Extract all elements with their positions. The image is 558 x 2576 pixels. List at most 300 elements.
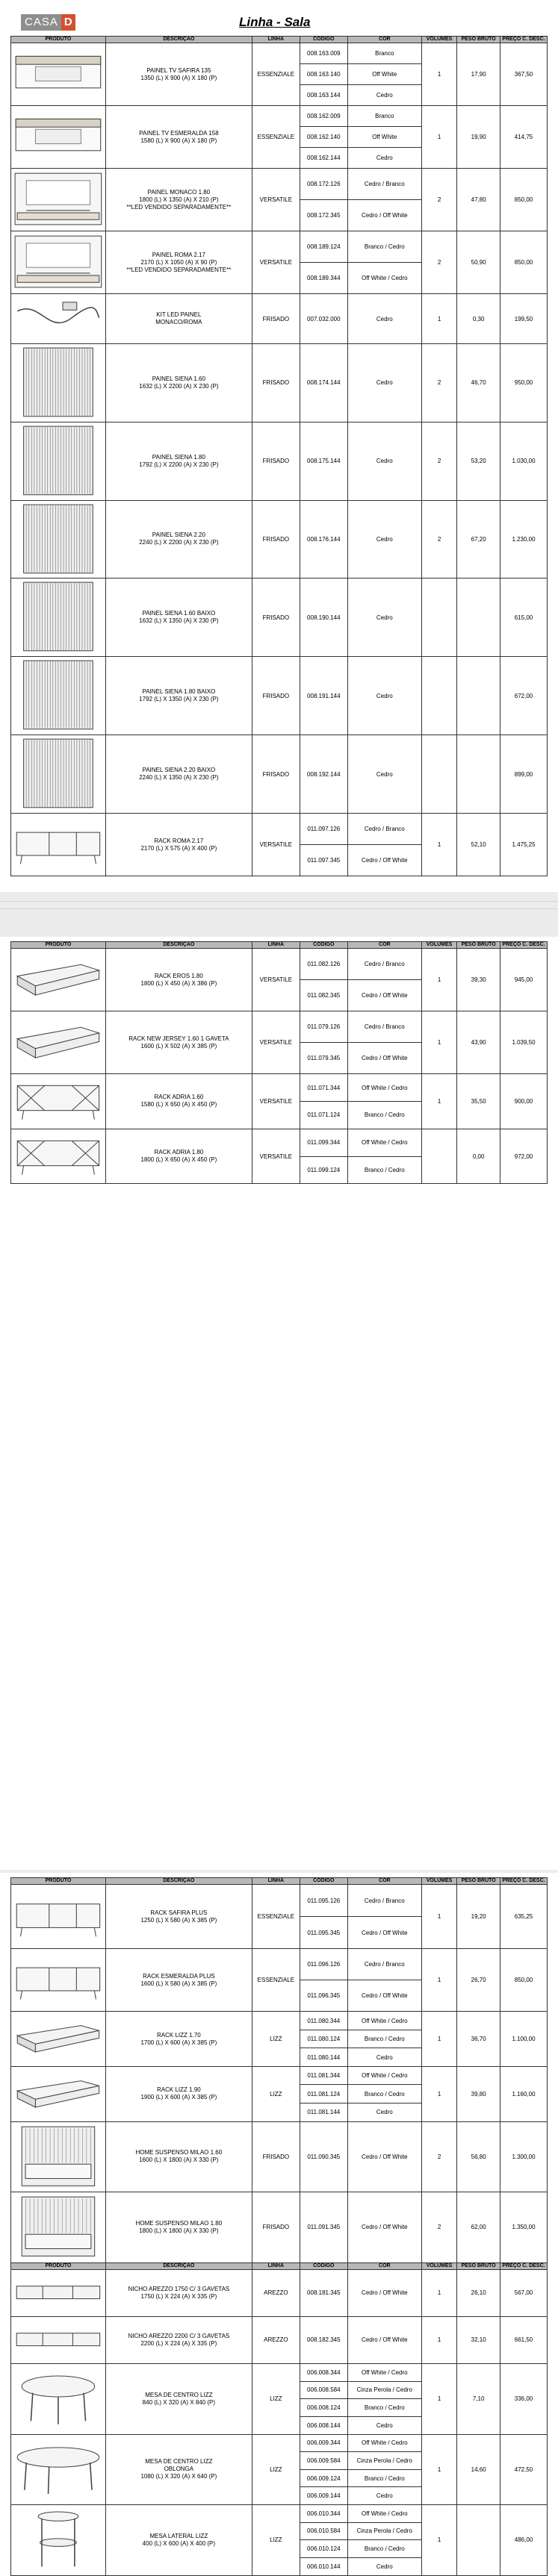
product-price: 1.030,00 xyxy=(500,422,548,500)
description-line: RACK ADRIA 1.60 xyxy=(154,1094,204,1101)
product-color: Cedro / Off White xyxy=(347,200,421,231)
header-row xyxy=(11,2262,548,2269)
product-row xyxy=(11,735,548,814)
column-header: VOLUMES xyxy=(421,942,456,949)
product-code: 008.181.345 xyxy=(300,2269,347,2316)
product-price: 414,75 xyxy=(500,106,548,169)
product-row xyxy=(11,578,548,657)
product-code: 007.032.000 xyxy=(300,294,347,343)
product-color: Cedro xyxy=(347,294,421,343)
header-row xyxy=(11,1878,548,1885)
product-color: Cedro / Off White xyxy=(347,2269,421,2316)
panel-tv-icon xyxy=(11,43,106,106)
description-line: RACK ESMERALDA PLUS xyxy=(143,1972,215,1980)
product-code: 011.091.345 xyxy=(300,2192,347,2263)
product-volumes xyxy=(421,735,456,814)
product-row xyxy=(11,2505,548,2523)
product-line: AREZZO xyxy=(252,2269,300,2316)
product-code: 011.080.344 xyxy=(300,2012,347,2030)
product-volumes: 1 xyxy=(421,2434,456,2505)
product-color: Cedro xyxy=(347,422,421,500)
product-code: 008.182.345 xyxy=(300,2316,347,2363)
product-price: 199,50 xyxy=(500,294,548,343)
product-code: 011.096.345 xyxy=(300,1980,347,2012)
price-table-page-3 xyxy=(10,1877,548,2576)
slatted-panel-icon xyxy=(11,500,106,578)
description-line: 1750 (L) X 224 (A) X 335 (P) xyxy=(140,2292,217,2300)
product-code: 006.010.584 xyxy=(300,2522,347,2540)
page-1 xyxy=(0,0,558,892)
product-row xyxy=(11,1129,548,1156)
product-line: LIZZ xyxy=(252,2505,300,2576)
description-line: PAINEL SIENA 2.20 xyxy=(152,531,205,539)
product-volumes: 1 xyxy=(421,2066,456,2121)
product-color: Off White / Cedro xyxy=(347,1074,421,1102)
product-price: 850,00 xyxy=(500,169,548,231)
product-weight: 26,10 xyxy=(457,2269,500,2316)
product-line: LIZZ xyxy=(252,2066,300,2121)
product-color: Cedro xyxy=(347,2557,421,2575)
product-code: 011.099.124 xyxy=(300,1156,347,1184)
product-volumes: 2 xyxy=(421,422,456,500)
product-weight: 26,70 xyxy=(457,1949,500,2012)
column-header: PRODUTO xyxy=(11,1878,106,1885)
product-price: 850,00 xyxy=(500,1949,548,2012)
description-line: 1600 (L) X 502 (A) X 385 (P) xyxy=(140,1042,217,1050)
product-color: Cedro / Off White xyxy=(347,2192,421,2263)
product-color: Branco / Cedro xyxy=(347,2399,421,2417)
description-line: RACK NEW JERSEY 1.60 1 GAVETA xyxy=(128,1035,229,1042)
description-line: 1600 (L) X 1800 (A) X 330 (P) xyxy=(139,2156,219,2164)
price-table-page-1 xyxy=(10,36,548,876)
description-line: 840 (L) X 320 (A) X 840 (P) xyxy=(142,2398,216,2406)
column-header: PREÇO C. DESC. xyxy=(500,942,548,949)
product-volumes: 1 xyxy=(421,814,456,876)
column-header: PRODUTO xyxy=(11,2262,106,2269)
product-description xyxy=(105,294,252,343)
product-description xyxy=(105,43,252,106)
product-color: Cedro xyxy=(347,85,421,106)
oval-table-icon xyxy=(11,2434,106,2505)
product-code: 011.097.126 xyxy=(300,814,347,845)
product-color: Cedro xyxy=(347,500,421,578)
product-row xyxy=(11,2434,548,2452)
product-color: Cinza Perola / Cedro xyxy=(347,2522,421,2540)
rack-icon xyxy=(11,1885,106,1949)
page-gap xyxy=(0,892,558,937)
product-code: 006.009.144 xyxy=(300,2487,347,2505)
product-row xyxy=(11,2364,548,2382)
slatted-panel-icon xyxy=(11,657,106,735)
product-code: 008.174.144 xyxy=(300,343,347,422)
product-color: Cedro xyxy=(347,2487,421,2505)
product-weight: 32,10 xyxy=(457,2316,500,2363)
product-line: FRISADO xyxy=(252,294,300,343)
low-rack-icon xyxy=(11,1011,106,1074)
column-header: PESO BRUTO xyxy=(457,942,500,949)
product-weight: 43,90 xyxy=(457,1011,500,1074)
product-code: 011.082.126 xyxy=(300,949,347,980)
product-row xyxy=(11,2269,548,2316)
product-volumes xyxy=(421,657,456,735)
description-line: 2170 (L) X 575 (A) X 400 (P) xyxy=(140,844,217,852)
product-line: FRISADO xyxy=(252,657,300,735)
product-line: FRISADO xyxy=(252,578,300,657)
product-row xyxy=(11,294,548,343)
product-price: 472,50 xyxy=(500,2434,548,2505)
product-volumes: 1 xyxy=(421,1885,456,1949)
product-weight xyxy=(457,735,500,814)
niche-icon xyxy=(11,2269,106,2316)
product-color: Cinza Perola / Cedro xyxy=(347,2452,421,2470)
product-color: Off White / Cedro xyxy=(347,2434,421,2452)
column-header: PREÇO C. DESC. xyxy=(500,2262,548,2269)
product-line: VERSATILE xyxy=(252,814,300,876)
product-description xyxy=(105,2364,252,2435)
column-header: COR xyxy=(347,942,421,949)
product-code: 006.008.124 xyxy=(300,2399,347,2417)
product-description xyxy=(105,814,252,876)
product-row xyxy=(11,2066,548,2085)
description-line: PAINEL SIENA 1.80 BAIXO xyxy=(142,688,216,696)
page-title: Linha - Sala xyxy=(239,15,311,29)
product-color: Off White xyxy=(347,127,421,148)
product-description xyxy=(105,2316,252,2363)
column-header: LINHA xyxy=(252,2262,300,2269)
product-row xyxy=(11,2316,548,2363)
column-header: COR xyxy=(347,37,421,43)
product-volumes: 2 xyxy=(421,500,456,578)
description-line: MESA DE CENTRO LIZZ xyxy=(145,2458,213,2466)
product-description xyxy=(105,2121,252,2192)
product-description xyxy=(105,1129,252,1184)
description-line: 1580 (L) X 650 (A) X 450 (P) xyxy=(140,1101,217,1108)
product-weight: 36,70 xyxy=(457,2012,500,2067)
brand-logo xyxy=(21,14,75,31)
product-color: Cedro xyxy=(347,735,421,814)
product-volumes: 2 xyxy=(421,231,456,294)
product-volumes: 1 xyxy=(421,43,456,106)
product-color: Cedro xyxy=(347,2048,421,2067)
product-row xyxy=(11,2012,548,2030)
product-volumes: 1 xyxy=(421,1011,456,1074)
product-row xyxy=(11,169,548,200)
product-code: 006.009.584 xyxy=(300,2452,347,2470)
product-volumes: 1 xyxy=(421,2316,456,2363)
price-table-page-2 xyxy=(10,941,548,1184)
product-line: ESSENZIALE xyxy=(252,43,300,106)
column-header: DESCRIÇÃO xyxy=(105,2262,252,2269)
product-description xyxy=(105,578,252,657)
description-line: MONACO/ROMA xyxy=(155,319,202,325)
product-row xyxy=(11,1011,548,1043)
description-line: MESA LATERAL LIZZ xyxy=(149,2532,208,2539)
product-line: VERSATILE xyxy=(252,1129,300,1184)
led-kit-icon xyxy=(11,294,106,343)
header-row xyxy=(11,942,548,949)
product-weight: 46,70 xyxy=(457,343,500,422)
rack-icon xyxy=(11,814,106,876)
product-description xyxy=(105,2012,252,2067)
description-line: PAINEL SIENA 1.60 BAIXO xyxy=(142,610,216,617)
product-code: 011.079.345 xyxy=(300,1043,347,1074)
product-weight: 53,20 xyxy=(457,422,500,500)
product-weight: 35,50 xyxy=(457,1074,500,1129)
product-price: 635,25 xyxy=(500,1885,548,1949)
product-line: VERSATILE xyxy=(252,231,300,294)
product-price: 850,00 xyxy=(500,231,548,294)
product-volumes: 2 xyxy=(421,169,456,231)
product-color: Cedro / Branco xyxy=(347,814,421,845)
low-rack-icon xyxy=(11,2012,106,2067)
description-line: PAINEL TV SAFIRA 135 xyxy=(146,66,211,74)
product-color: Branco / Cedro xyxy=(347,1101,421,1129)
product-weight: 50,90 xyxy=(457,231,500,294)
product-color: Branco / Cedro xyxy=(347,1156,421,1184)
product-weight xyxy=(457,578,500,657)
description-line: RACK ROMA 2.17 xyxy=(154,837,204,844)
product-weight: 39,30 xyxy=(457,949,500,1011)
panel-led-icon xyxy=(11,169,106,231)
product-price: 567,00 xyxy=(500,2269,548,2316)
product-description xyxy=(105,949,252,1011)
product-price: 486,00 xyxy=(500,2505,548,2576)
product-code: 011.096.126 xyxy=(300,1949,347,1980)
product-weight: 47,80 xyxy=(457,169,500,231)
product-color: Cedro xyxy=(347,343,421,422)
product-line: VERSATILE xyxy=(252,1011,300,1074)
product-description xyxy=(105,169,252,231)
product-description xyxy=(105,2066,252,2121)
description-line: PAINEL TV ESMERALDA 158 xyxy=(139,129,219,137)
product-volumes: 1 xyxy=(421,2364,456,2435)
product-color: Cedro / Off White xyxy=(347,845,421,876)
product-row xyxy=(11,2121,548,2192)
product-line: FRISADO xyxy=(252,2121,300,2192)
product-code: 006.009.124 xyxy=(300,2469,347,2487)
product-code: 006.008.584 xyxy=(300,2381,347,2399)
product-row xyxy=(11,1885,548,1917)
product-color: Cedro xyxy=(347,578,421,657)
product-price: 1.300,00 xyxy=(500,2121,548,2192)
product-color: Cedro / Branco xyxy=(347,169,421,200)
product-volumes: 1 xyxy=(421,2505,456,2576)
product-weight: 19,20 xyxy=(457,1885,500,1949)
description-line: PAINEL SIENA 2.20 BAIXO xyxy=(142,767,216,774)
description-line: HOME SUSPENSO MILAO 1.80 xyxy=(135,2219,223,2227)
product-row xyxy=(11,106,548,127)
product-code: 008.192.144 xyxy=(300,735,347,814)
product-line: ESSENZIALE xyxy=(252,1949,300,2012)
description-line: 1632 (L) X 2200 (A) X 230 (P) xyxy=(139,382,219,390)
home-cabinet-icon xyxy=(11,2121,106,2192)
product-description xyxy=(105,1885,252,1949)
product-color: Cedro / Off White xyxy=(347,2316,421,2363)
description-line: 2170 (L) X 1050 (A) X 90 (P) xyxy=(140,258,217,266)
product-code: 008.163.140 xyxy=(300,64,347,85)
product-code: 008.189.124 xyxy=(300,231,347,263)
product-description xyxy=(105,500,252,578)
product-code: 008.163.009 xyxy=(300,43,347,64)
description-line: NICHO AREZZO 2200 C/ 3 GAVETAS xyxy=(128,2332,230,2339)
product-weight: 0,00 xyxy=(457,1129,500,1184)
header-row xyxy=(11,37,548,43)
product-volumes: 1 xyxy=(421,2269,456,2316)
column-header: DESCRIÇÃO xyxy=(105,942,252,949)
column-header: COR xyxy=(347,1878,421,1885)
product-row xyxy=(11,1074,548,1102)
product-code: 006.009.344 xyxy=(300,2434,347,2452)
product-price: 367,50 xyxy=(500,43,548,106)
product-price: 950,00 xyxy=(500,343,548,422)
product-code: 011.081.144 xyxy=(300,2103,347,2121)
product-volumes: 1 xyxy=(421,2012,456,2067)
product-color: Off White / Cedro xyxy=(347,263,421,294)
column-header: PRODUTO xyxy=(11,942,106,949)
side-table-icon xyxy=(11,2505,106,2576)
column-header: PREÇO C. DESC. xyxy=(500,1878,548,1885)
product-volumes: 2 xyxy=(421,2121,456,2192)
product-color: Branco xyxy=(347,106,421,127)
description-line: **LED VENDIDO SEPARADAMENTE** xyxy=(126,203,232,210)
product-color: Cedro xyxy=(347,2416,421,2434)
description-line: 1350 (L) X 900 (A) X 180 (P) xyxy=(140,74,217,81)
column-header: COR xyxy=(347,2262,421,2269)
product-line: FRISADO xyxy=(252,343,300,422)
product-weight: 7,10 xyxy=(457,2364,500,2435)
product-volumes: 1 xyxy=(421,949,456,1011)
column-header: PREÇO C. DESC. xyxy=(500,37,548,43)
product-price: 672,00 xyxy=(500,657,548,735)
product-color: Branco xyxy=(347,43,421,64)
description-line: RACK SAFIRA PLUS xyxy=(150,1909,208,1916)
product-volumes xyxy=(421,1129,456,1184)
column-header: LINHA xyxy=(252,37,300,43)
description-line: 1800 (L) X 650 (A) X 450 (P) xyxy=(140,1156,217,1164)
description-line: 1800 (L) X 1800 (A) X 330 (P) xyxy=(139,2227,219,2234)
column-header: DESCRIÇÃO xyxy=(105,1878,252,1885)
description-line: 400 (L) X 600 (A) X 400 (P) xyxy=(142,2539,216,2547)
product-code: 006.010.144 xyxy=(300,2557,347,2575)
product-description xyxy=(105,735,252,814)
column-header: CÓDIGO xyxy=(300,942,347,949)
product-description xyxy=(105,1949,252,2012)
product-color: Off White / Cedro xyxy=(347,2364,421,2382)
product-weight: 67,20 xyxy=(457,500,500,578)
product-code: 011.080.144 xyxy=(300,2048,347,2067)
product-color: Off White / Cedro xyxy=(347,2012,421,2030)
column-header: PESO BRUTO xyxy=(457,37,500,43)
product-volumes: 2 xyxy=(421,2192,456,2263)
product-color: Cedro / Branco xyxy=(347,1949,421,1980)
description-line: 1900 (L) X 600 (A) X 385 (P) xyxy=(140,2094,217,2101)
product-row xyxy=(11,657,548,735)
description-line: 1580 (L) X 900 (A) X 180 (P) xyxy=(140,137,217,144)
panel-tv-icon xyxy=(11,106,106,169)
description-line: PAINEL MONACO 1.80 xyxy=(147,188,211,196)
rack-icon xyxy=(11,1949,106,2012)
product-code: 011.090.345 xyxy=(300,2121,347,2192)
product-line: ESSENZIALE xyxy=(252,1885,300,1949)
product-volumes: 1 xyxy=(421,1074,456,1129)
product-code: 006.010.344 xyxy=(300,2505,347,2523)
product-weight: 0,30 xyxy=(457,294,500,343)
product-color: Cedro / Branco xyxy=(347,1011,421,1043)
column-header: VOLUMES xyxy=(421,2262,456,2269)
product-color: Off White / Cedro xyxy=(347,2505,421,2523)
product-line: VERSATILE xyxy=(252,1074,300,1129)
description-line: 1600 (L) X 580 (A) X 385 (P) xyxy=(140,1980,217,1987)
product-row xyxy=(11,500,548,578)
slatted-panel-icon xyxy=(11,735,106,814)
product-code: 008.191.144 xyxy=(300,657,347,735)
product-row xyxy=(11,422,548,500)
product-color: Cedro xyxy=(347,2103,421,2121)
product-line: FRISADO xyxy=(252,2192,300,2263)
product-price: 661,50 xyxy=(500,2316,548,2363)
product-color: Cedro / Branco xyxy=(347,1885,421,1917)
product-code: 011.097.345 xyxy=(300,845,347,876)
column-header: PRODUTO xyxy=(11,37,106,43)
product-volumes: 1 xyxy=(421,294,456,343)
product-weight: 14,60 xyxy=(457,2434,500,2505)
product-price: 615,00 xyxy=(500,578,548,657)
column-header: LINHA xyxy=(252,1878,300,1885)
product-code: 008.172.126 xyxy=(300,169,347,200)
product-price: 899,00 xyxy=(500,735,548,814)
product-price: 900,00 xyxy=(500,1074,548,1129)
product-weight: 17,90 xyxy=(457,43,500,106)
product-price: 1.350,00 xyxy=(500,2192,548,2263)
column-header: VOLUMES xyxy=(421,37,456,43)
product-code: 008.162.140 xyxy=(300,127,347,148)
product-code: 006.008.344 xyxy=(300,2364,347,2382)
slatted-panel-icon xyxy=(11,343,106,422)
product-price: 972,00 xyxy=(500,1129,548,1184)
product-code: 008.163.144 xyxy=(300,85,347,106)
product-color: Cedro / Off White xyxy=(347,1043,421,1074)
product-color: Cedro / Off White xyxy=(347,980,421,1011)
description-line: PAINEL SIENA 1.60 xyxy=(152,375,205,382)
product-code: 008.162.144 xyxy=(300,148,347,169)
description-line: PAINEL SIENA 1.80 xyxy=(152,453,205,461)
product-description xyxy=(105,343,252,422)
product-code: 011.082.345 xyxy=(300,980,347,1011)
product-description xyxy=(105,231,252,294)
product-line: ESSENZIALE xyxy=(252,106,300,169)
product-weight: 62,00 xyxy=(457,2192,500,2263)
round-table-icon xyxy=(11,2364,106,2435)
product-description xyxy=(105,1074,252,1129)
product-code: 006.008.144 xyxy=(300,2416,347,2434)
description-line: HOME SUSPENSO MILAO 1.60 xyxy=(135,2149,223,2156)
product-weight: 39,80 xyxy=(457,2066,500,2121)
description-line: 2240 (L) X 2200 (A) X 230 (P) xyxy=(139,539,219,546)
column-header: DESCRIÇÃO xyxy=(105,37,252,43)
product-row xyxy=(11,43,548,64)
description-line: RACK LIZZ 1.70 xyxy=(157,2031,201,2039)
product-volumes: 1 xyxy=(421,106,456,169)
product-description xyxy=(105,1011,252,1074)
product-code: 006.010.124 xyxy=(300,2540,347,2558)
product-description xyxy=(105,2192,252,2263)
product-line: LIZZ xyxy=(252,2012,300,2067)
product-code: 011.080.124 xyxy=(300,2030,347,2048)
column-header: LINHA xyxy=(252,942,300,949)
product-color: Branco / Cedro xyxy=(347,2085,421,2103)
product-color: Cedro xyxy=(347,148,421,169)
column-header: PESO BRUTO xyxy=(457,1878,500,1885)
